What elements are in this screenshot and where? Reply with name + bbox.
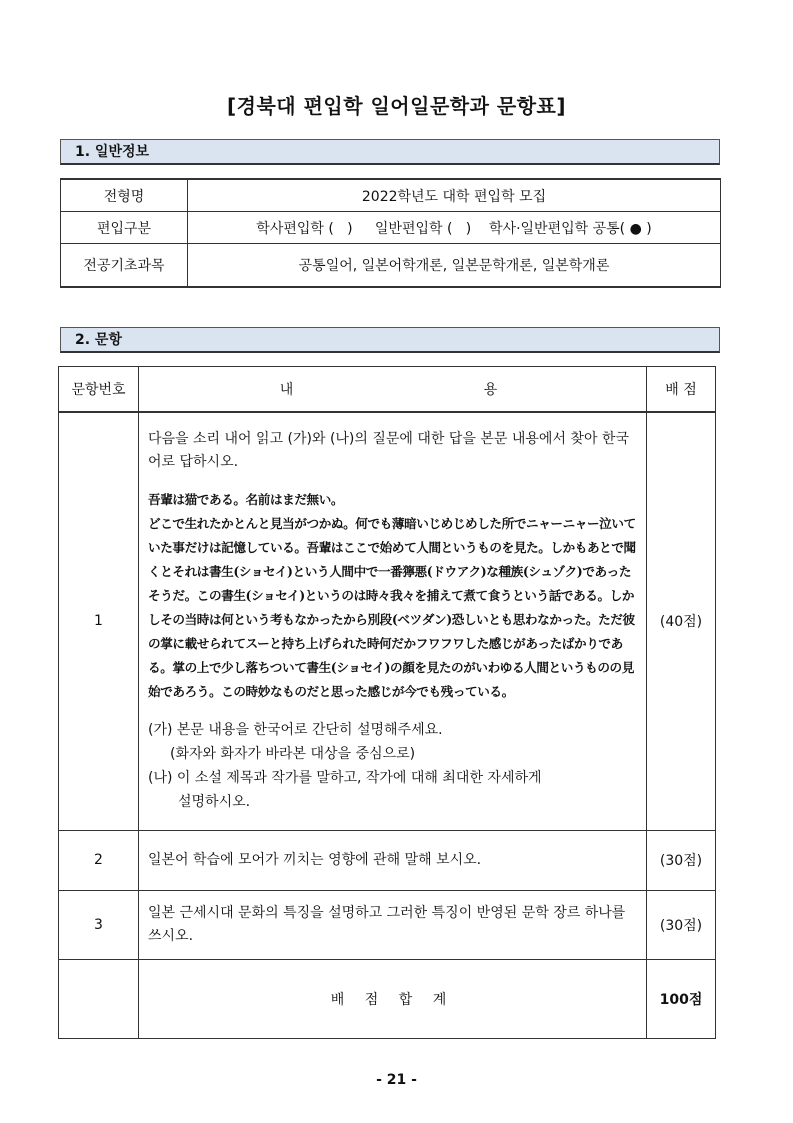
question-score: (30점) xyxy=(647,830,716,890)
info-label: 전공기초과목 xyxy=(61,244,188,288)
page-number: - 21 - xyxy=(376,1072,417,1088)
question-number: 3 xyxy=(59,890,139,959)
info-value: 공통일어, 일본어학개론, 일본문학개론, 일본학개론 xyxy=(188,244,721,288)
question-row xyxy=(59,830,716,890)
sub-question-a: (가) 본문 내용을 한국어로 간단히 설명해주세요. xyxy=(148,722,443,739)
info-row xyxy=(61,244,721,288)
header-score: 배 점 xyxy=(647,367,716,413)
question-number: 1 xyxy=(59,412,139,830)
questions-table xyxy=(58,366,716,1039)
header-content-label: 내 용 xyxy=(279,382,506,398)
info-row xyxy=(61,179,721,212)
sub-question-b-continued: 설명하시오. xyxy=(178,794,251,811)
question-score: (30점) xyxy=(647,890,716,959)
total-label: 배 점 합 계 xyxy=(139,959,647,1038)
question-content xyxy=(139,412,647,830)
passage xyxy=(148,488,637,704)
info-value: 2022학년도 대학 편입학 모집 xyxy=(188,179,721,212)
info-value: 학사편입학 ( ) 일반편입학 ( ) 학사·일반편입학 공통( ● ) xyxy=(188,212,721,244)
info-label: 전형명 xyxy=(61,179,188,212)
passage-body: どこで生れたかとんと見当がつかぬ。何でも薄暗いじめじめした所でニャーニャー泣いていた事だけは記憶している。吾輩はここで始めて人間というものを見た。しかもあとで聞くとそれは書生(ショセイ)という人間中で一番獰悪(ドウアク)な種族(シュゾク)であったそうだ。この書生(ショセイ)というのは時々我々を捕えて煮て食うという話である。しかしその当時は何という考もなかったから別段(ベツダン)恐しいとも思わなかった。ただ彼の掌に載せられてスーと持ち上げられた時何だかフワフワした感じがあったばかりである。掌の上で少し落ちついて書生(ショセイ)の顔を見たのがいわゆる人間というものの見始であろう。この時妙なものだと思った感じが今でも残っている。 xyxy=(148,516,636,700)
total-score: 100점 xyxy=(647,959,716,1038)
sub-questions xyxy=(148,718,637,814)
general-info-table xyxy=(60,178,721,288)
question-number: 2 xyxy=(59,830,139,890)
question-content: 일본어 학습에 모어가 끼치는 영향에 관해 말해 보시오. xyxy=(139,830,647,890)
question-content: 일본 근세시대 문화의 특징을 설명하고 그러한 특징이 반영된 문학 장르 하나를 쓰시오. xyxy=(139,890,647,959)
section-questions-heading: 2. 문항 xyxy=(60,327,720,353)
header-content xyxy=(139,367,647,413)
sub-question-b: (나) 이 소설 제목과 작가를 말하고, 작가에 대해 최대한 자세하게 xyxy=(148,770,542,787)
sub-question-a-note: (화자와 화자가 바라본 대상을 중심으로) xyxy=(170,746,416,763)
info-label: 편입구분 xyxy=(61,212,188,244)
question-instruction: 다음을 소리 내어 읽고 (가)와 (나)의 질문에 대한 답을 본문 내용에서 찾아 한국어로 답하시오. xyxy=(148,431,629,471)
question-row xyxy=(59,412,716,830)
total-empty-cell xyxy=(59,959,139,1038)
header-question-no: 문항번호 xyxy=(59,367,139,413)
page-title: [경북대 편입학 일어일문학과 문항표] xyxy=(227,94,566,118)
info-row xyxy=(61,212,721,244)
question-row xyxy=(59,890,716,959)
table-header-row xyxy=(59,367,716,413)
section-general-info-heading: 1. 일반정보 xyxy=(60,139,720,165)
question-score: (40점) xyxy=(647,412,716,830)
total-row xyxy=(59,959,716,1038)
passage-first-line: 吾輩は猫である。名前はまだ無い。 xyxy=(148,492,344,508)
